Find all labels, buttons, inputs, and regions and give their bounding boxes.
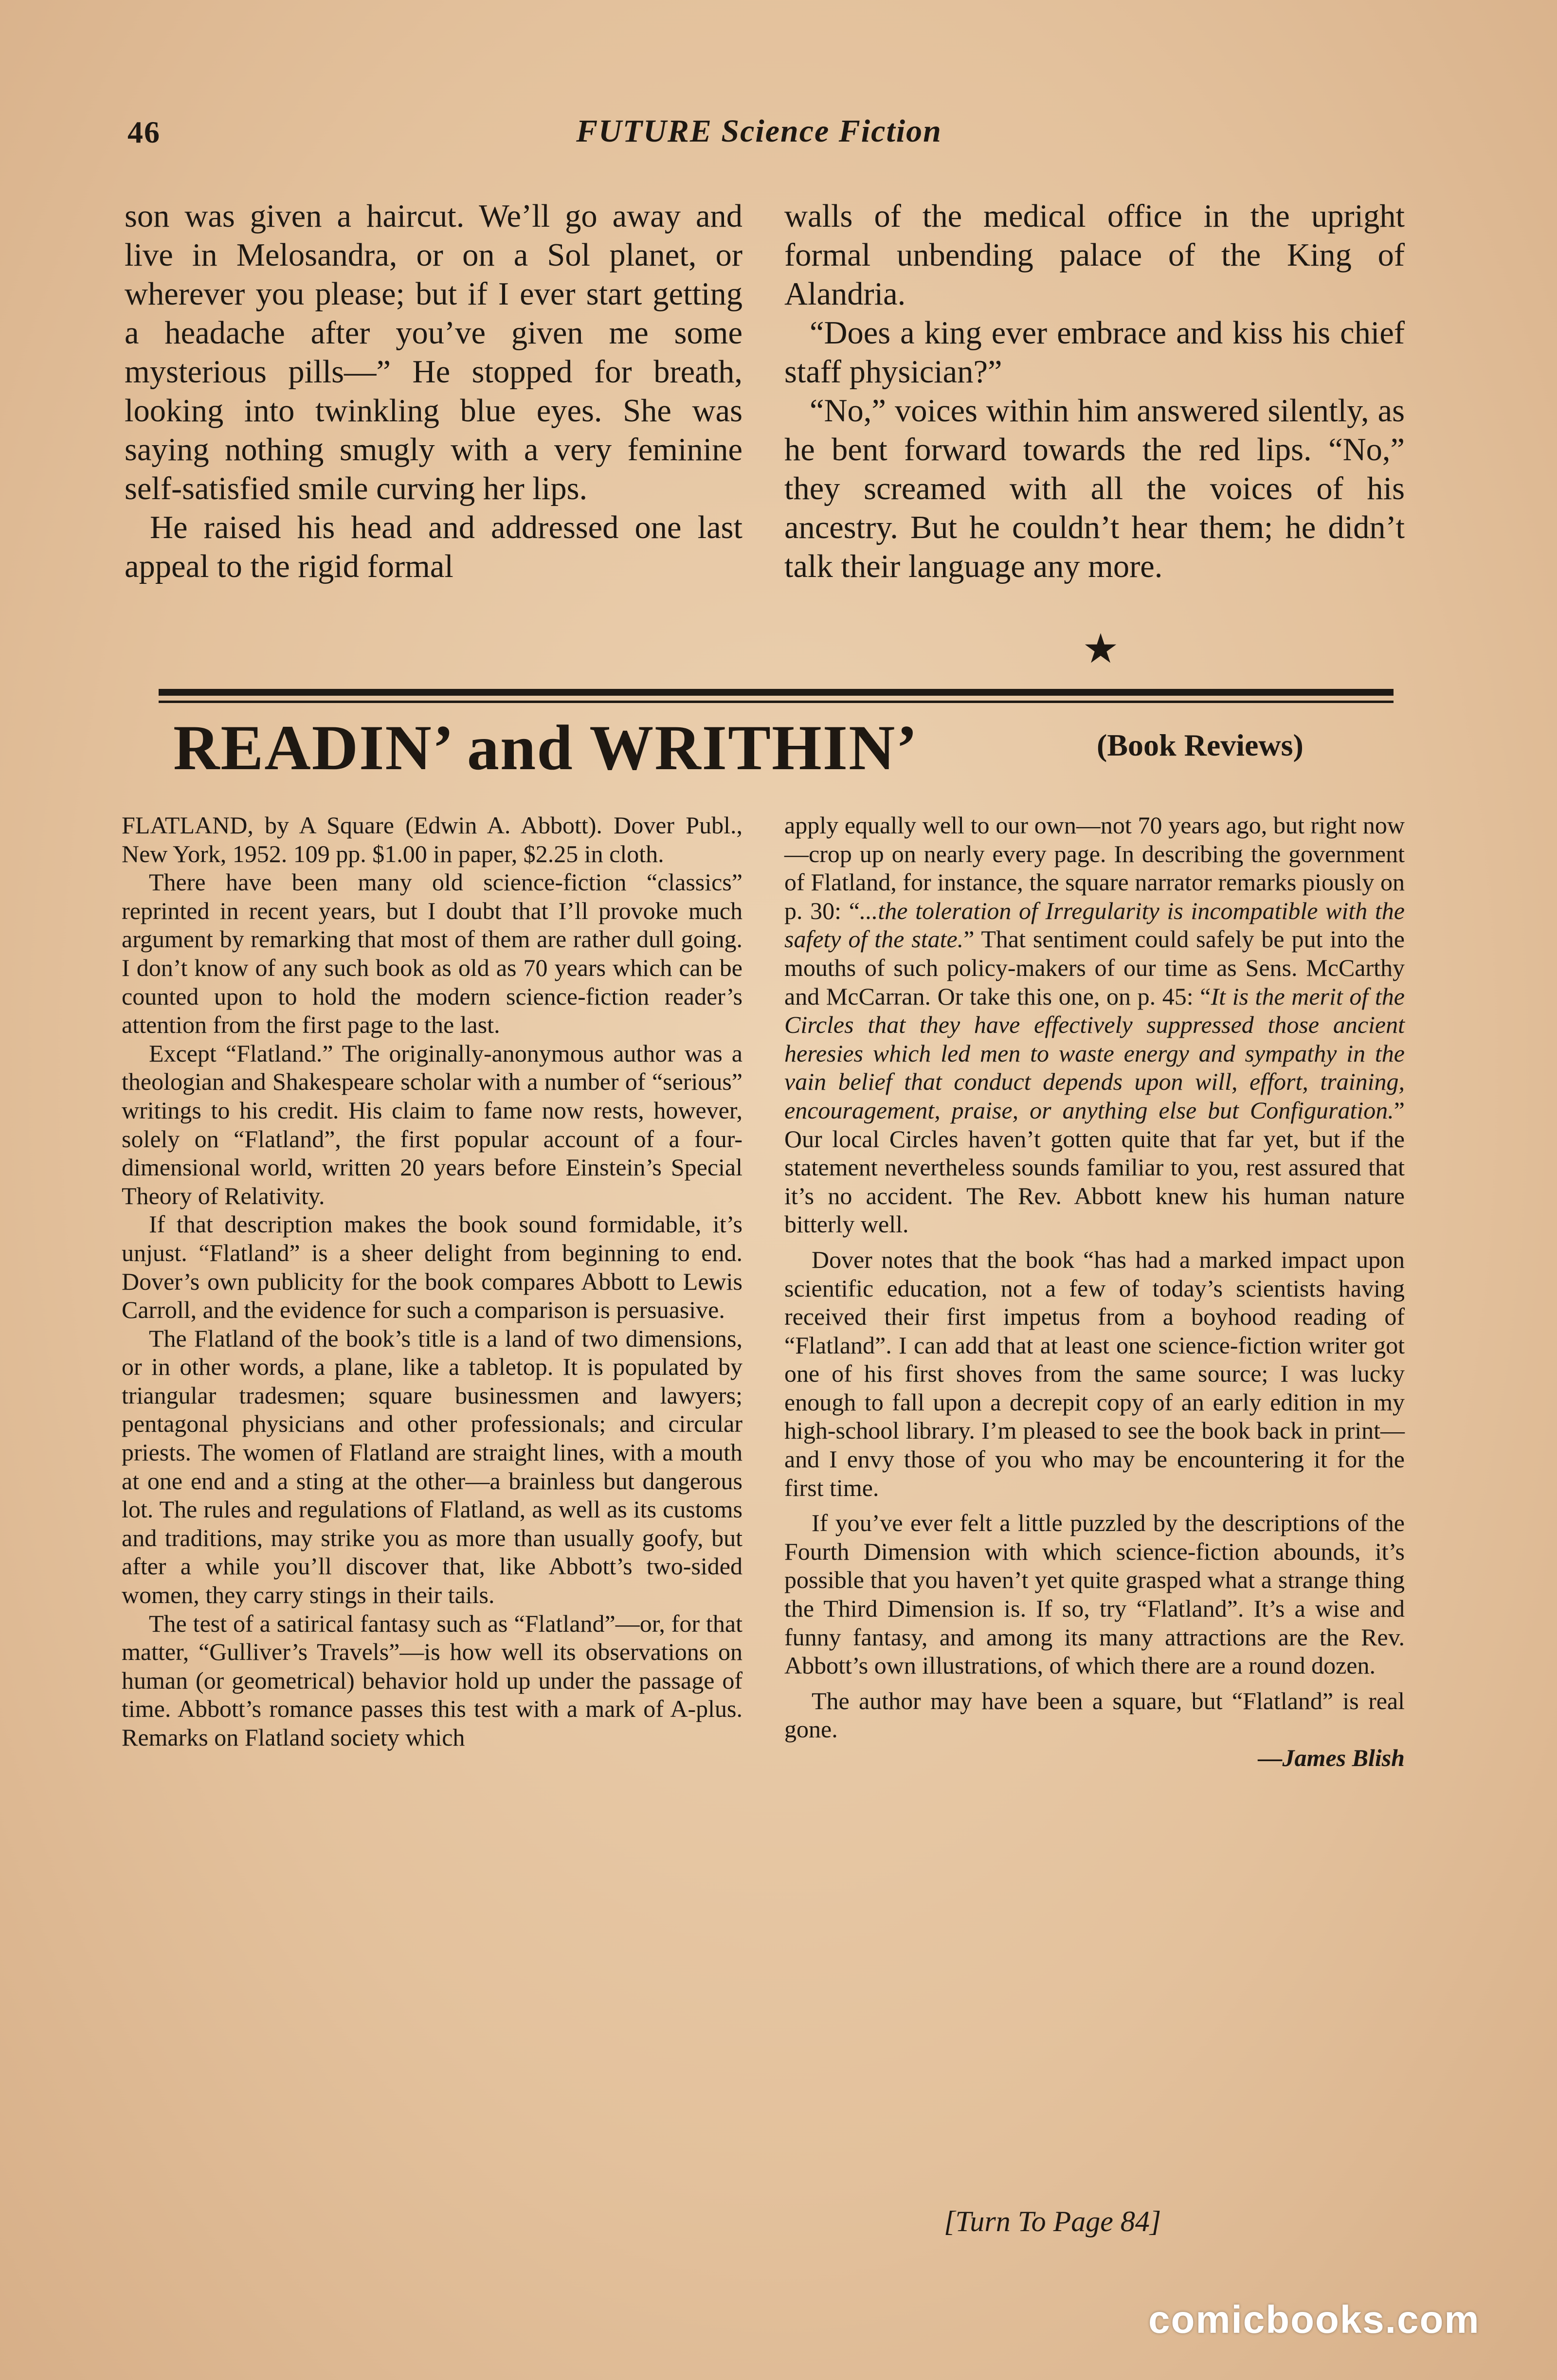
section-title: READIN’ and WRITHIN’: [173, 712, 919, 783]
section-divider-thick: [159, 689, 1394, 696]
review-text: ” That sentiment could safely be put into the mouths of such policy-makers of our time as Sens. McCarthy and McCarran. Or take this one, on p. 45: “: [784, 925, 1405, 1010]
review-quote: ...the toleration of Irregularity is incompatible with the safety of the state.: [784, 897, 1405, 953]
continued-notice: [Turn To Page 84]: [944, 2205, 1161, 2237]
review-paragraph: There have been many old science-fiction “classics” reprinted in recent years, but I doubt that I’ll provoke much argument by remarking that most of them are rather dull going. I don’t know of any such book as old as 70 years which can be counted upon to hold the modern science-fiction reader’s attention from the first page to the last.: [122, 868, 742, 1039]
review-quote: It is the merit of the Circles that they have effectively suppressed those ancient heresies which led men to waste energy and sympathy in the vain belief that conduct depends upon will, effort, training, encouragement, praise, or anything else but Configuration.: [784, 982, 1405, 1124]
book-citation: FLATLAND, by A Square (Edwin A. Abbott). Dover Publ., New York, 1952. 109 pp. $1.00 in paper, $2.25 in cloth.: [122, 811, 742, 867]
story-paragraph: son was given a haircut. We’ll go away and live in Melosandra, or on a Sol planet, or wherever you please; but if I ever start getting a headache after you’ve given me some mysterious pills—” He stopped for breath, looking into twinkling blue eyes. She was saying nothing smugly with a very feminine self-satisfied smile curving her lips.: [125, 198, 742, 506]
section-divider-thin: [159, 701, 1394, 703]
story-paragraph: walls of the medical office in the upright formal unbending palace of the King of Alandria.: [784, 198, 1405, 312]
review-column-right: [784, 811, 1405, 1772]
story-column-right: [784, 197, 1405, 586]
review-byline: —James Blish: [1258, 1744, 1405, 1771]
review-column-left: [122, 811, 742, 1752]
page-header: [0, 0, 1557, 165]
review-text: ” Our local Circles haven’t gotten quite that far yet, but if the statement nevertheless sounds familiar to you, rest assured that it’s no accident. The Rev. Abbott knew his human nature bitterly well.: [784, 1096, 1405, 1238]
review-paragraph: If you’ve ever felt a little puzzled by the descriptions of the Fourth Dimension with which science-fiction abounds, it’s possible that you haven’t yet quite grasped what a strange thing the Third Dimension is. If so, try “Flatland”. It’s a wise and funny fantasy, and among its many attractions are the Rev. Abbott’s own illustrations, of which there are a round dozen.: [784, 1509, 1405, 1679]
story-paragraph: He raised his head and addressed one last appeal to the rigid formal: [125, 510, 742, 584]
review-paragraph: Dover notes that the book “has had a marked impact upon scientific education, not a few of today’s scientists having received their first impetus from a boyhood reading of “Flatland”. I can add that at least one science-fiction writer got one of his first shoves from the same source; I was lucky enough to fall upon a decrepit copy of an early edition in my high-school library. I’m pleased to see the book back in print—and I envy those of you who may be encountering it for the first time.: [784, 1245, 1405, 1501]
review-paragraph: The Flatland of the book’s title is a land of two dimensions, or in other words, a plane, like a tabletop. It is populated by triangular tradesmen; square businessmen and lawyers; pentagonal physicians and other professionals; and circular priests. The women of Flatland are straight lines, with a mouth at one end and a sting at the other—a brainless but dangerous lot. The rules and regulations of Flatland, as well as its customs and traditions, may strike you as more than usually goofy, but after a while you’ll discover that, like Abbott’s two-sided women, they carry stings in their tails.: [122, 1324, 742, 1609]
section-subtitle: (Book Reviews): [1097, 728, 1304, 762]
watermark: comicbooks.com: [1148, 2298, 1480, 2341]
story-end-star-icon: ★: [1082, 627, 1119, 672]
review-paragraph: Except “Flatland.” The originally-anonymous author was a theologian and Shakespeare scholar with a number of “serious” writings to his credit. His claim to fame now rests, however, solely on “Flatland”, the first popular account of a four-dimensional world, written 20 years before Einstein’s Special Theory of Relativity.: [122, 1039, 742, 1209]
review-paragraph: [784, 811, 1405, 1239]
story-column-left: [125, 197, 742, 586]
page-number: 46: [127, 115, 161, 149]
review-paragraph: The author may have been a square, but “Flatland” is real gone.: [784, 1687, 1405, 1743]
review-paragraph: If that description makes the book sound formidable, it’s unjust. “Flatland” is a sheer delight from beginning to end. Dover’s own publicity for the book compares Abbott to Lewis Carroll, and the evidence for such a comparison is persuasive.: [122, 1210, 742, 1324]
review-text: apply equally well to our own—not 70 years ago, but right now—crop up on nearly every page. In describing the government of Flatland, for instance, the square narrator remarks piously on p. 30: “: [784, 811, 1405, 924]
running-head: FUTURE Science Fiction: [576, 113, 942, 149]
review-paragraph: The test of a satirical fantasy such as “Flatland”—or, for that matter, “Gulliver’s Travels”—is how well its observations on human (or geometrical) behavior hold up under the passage of time. Abbott’s romance passes this test with a mark of A-plus. Remarks on Flatland society which: [122, 1609, 742, 1751]
story-paragraph: “No,” voices within him answered silently, as he bent forward towards the red lips. “No,” they screamed with all the voices of his ancestry. But he couldn’t hear them; he didn’t talk their language any more.: [784, 393, 1405, 584]
story-paragraph: “Does a king ever embrace and kiss his chief staff physician?”: [784, 315, 1405, 390]
